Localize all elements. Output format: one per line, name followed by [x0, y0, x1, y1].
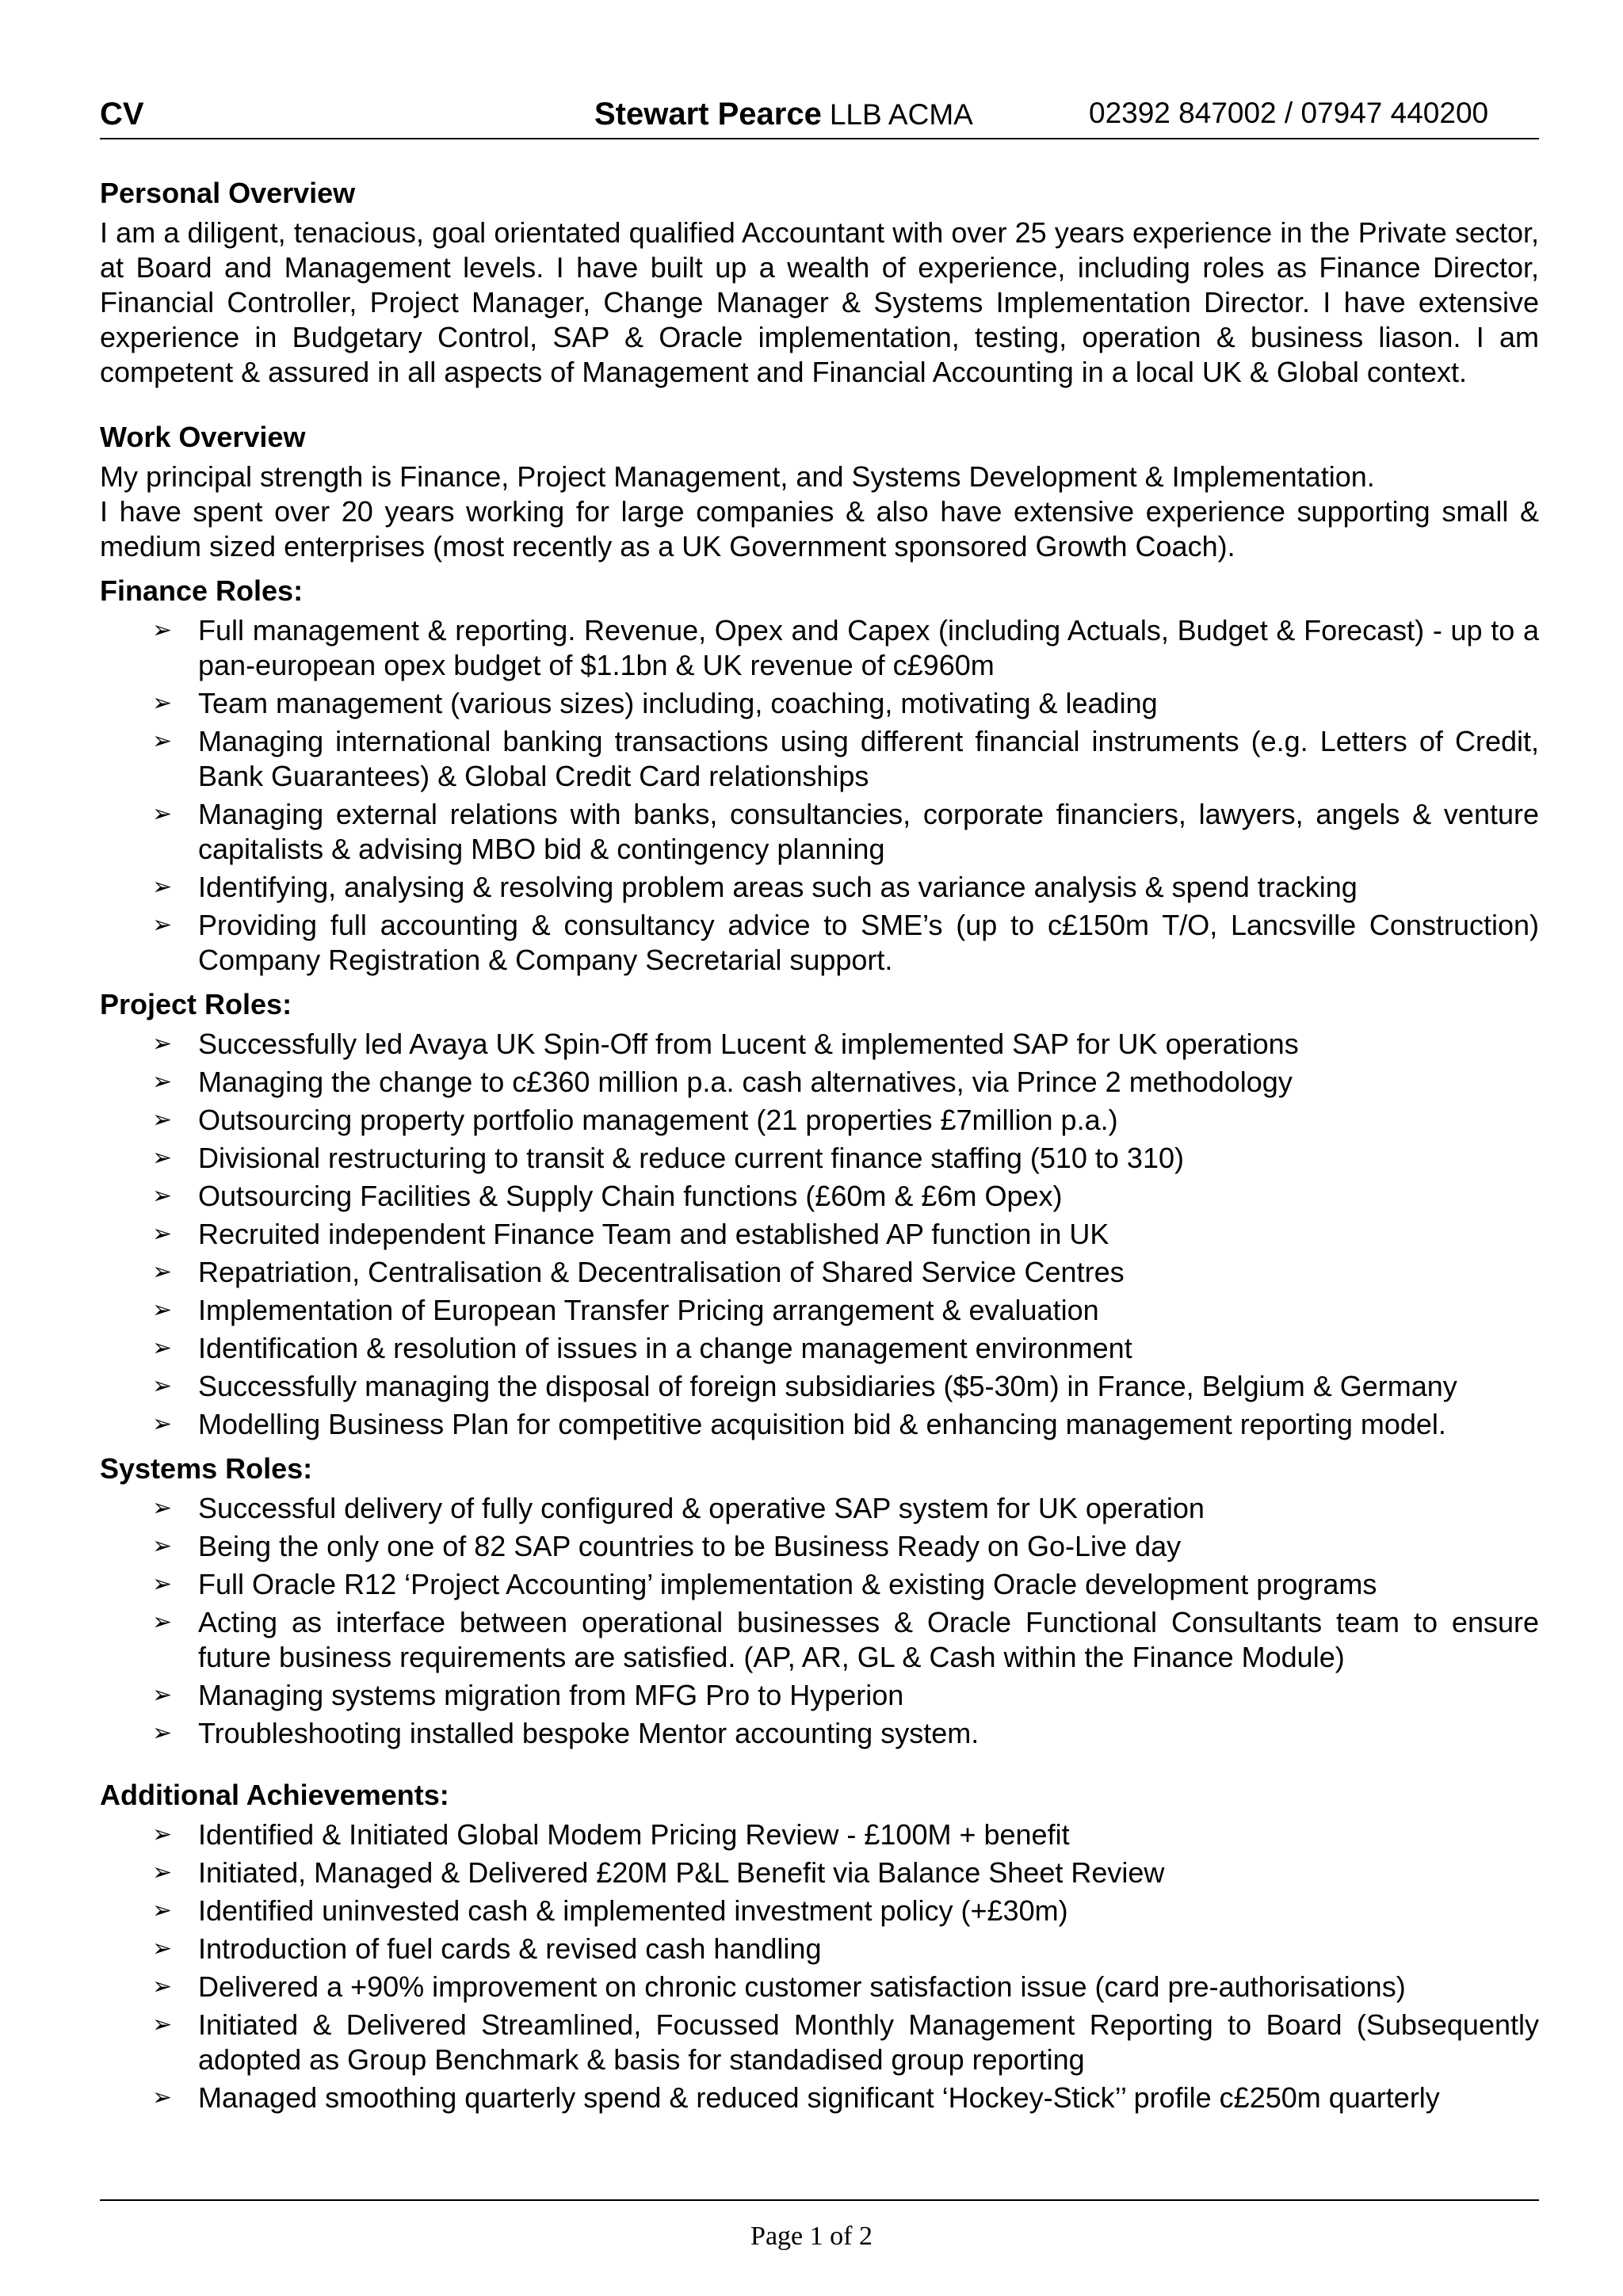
- name-text: Stewart Pearce: [594, 97, 822, 132]
- list-item: ➢ Managed smoothing quarterly spend & reduced significant ‘Hockey-Stick’’ profile c£250m quarterly: [152, 2081, 1440, 2114]
- arrow-bullet-icon: ➢: [152, 1821, 173, 1848]
- additional-achievements-title: Additional Achievements:: [100, 1779, 449, 1811]
- list-item: ➢ Initiated & Delivered Streamlined, Focussed Monthly Management Reporting to Board (Subsequently adopted as Group Benchmark & basis for standadised group reporting: [152, 2008, 1539, 2076]
- arrow-bullet-icon: ➢: [152, 728, 173, 754]
- list-item: ➢ Successfully managing the disposal of foreign subsidiaries ($5-30m) in France, Belgium & Germany: [152, 1370, 1457, 1402]
- arrow-bullet-icon: ➢: [152, 1974, 173, 2000]
- arrow-bullet-icon: ➢: [152, 1335, 173, 1361]
- list-item: ➢ Managing international banking transactions using different financial instruments (e.g. Letters of Credit, Bank Guarantees) & Global Credit Card relationships: [152, 725, 1539, 792]
- arrow-bullet-icon: ➢: [152, 1897, 173, 1924]
- list-item: ➢ Successful delivery of fully configured & operative SAP system for UK operation: [152, 1492, 1205, 1524]
- arrow-bullet-icon: ➢: [152, 617, 173, 643]
- arrow-bullet-icon: ➢: [152, 1221, 173, 1247]
- page-number: 1: [809, 2222, 823, 2251]
- arrow-bullet-icon: ➢: [152, 1297, 173, 1323]
- work-overview-text: [100, 460, 1539, 564]
- additional-achievements-list: [100, 1817, 1539, 2115]
- arrow-bullet-icon: ➢: [152, 1533, 173, 1559]
- list-item: ➢ Being the only one of 82 SAP countries to be Business Ready on Go-Live day: [152, 1530, 1182, 1562]
- list-item: ➢ Identified & Initiated Global Modem Pricing Review - £100M + benefit: [152, 1818, 1070, 1851]
- list-item: ➢ Full Oracle R12 ‘Project Accounting’ implementation & existing Oracle development programs: [152, 1568, 1377, 1600]
- of-label: of: [830, 2222, 853, 2251]
- list-item: ➢ Identified uninvested cash & implemented investment policy (+£30m): [152, 1894, 1068, 1927]
- list-item: ➢ Managing the change to c£360 million p.a. cash alternatives, via Prince 2 methodology: [152, 1066, 1293, 1098]
- candidate-name: [594, 97, 973, 132]
- arrow-bullet-icon: ➢: [152, 1720, 173, 1746]
- project-roles-title: Project Roles:: [100, 988, 292, 1020]
- list-item: ➢ Providing full accounting & consultancy advice to SME’s (up to c£150m T/O, Lancsville Construction) Company Registration & Company Secretarial support.: [152, 909, 1539, 976]
- personal-overview-title: Personal Overview: [100, 177, 356, 209]
- arrow-bullet-icon: ➢: [152, 1571, 173, 1597]
- arrow-bullet-icon: ➢: [152, 874, 173, 900]
- arrow-bullet-icon: ➢: [152, 1609, 173, 1635]
- arrow-bullet-icon: ➢: [152, 801, 173, 827]
- list-item: ➢ Initiated, Managed & Delivered £20M P&L Benefit via Balance Sheet Review: [152, 1856, 1165, 1889]
- arrow-bullet-icon: ➢: [152, 690, 173, 716]
- page-label: Page: [750, 2222, 804, 2251]
- qualifications: LLB ACMA: [829, 98, 973, 131]
- cv-label: CV: [100, 97, 144, 132]
- arrow-bullet-icon: ➢: [152, 1495, 173, 1521]
- project-roles-list: [100, 1027, 1539, 1442]
- list-item: ➢ Identification & resolution of issues in a change management environment: [152, 1332, 1132, 1364]
- arrow-bullet-icon: ➢: [152, 1183, 173, 1209]
- arrow-bullet-icon: ➢: [152, 1259, 173, 1285]
- list-item: ➢ Implementation of European Transfer Pricing arrangement & evaluation: [152, 1294, 1099, 1326]
- phone-numbers: 02392 847002 / 07947 440200: [1089, 97, 1489, 129]
- arrow-bullet-icon: ➢: [152, 1411, 173, 1437]
- list-item: ➢ Delivered a +90% improvement on chronic customer satisfaction issue (card pre-authorisations): [152, 1970, 1406, 2003]
- arrow-bullet-icon: ➢: [152, 1373, 173, 1399]
- arrow-bullet-icon: ➢: [152, 2084, 173, 2111]
- arrow-bullet-icon: ➢: [152, 1936, 173, 1962]
- total-pages: 2: [858, 2222, 873, 2251]
- list-item: ➢ Introduction of fuel cards & revised cash handling: [152, 1932, 822, 1965]
- list-item: ➢ Managing external relations with banks, consultancies, corporate financiers, lawyers, angels & venture capitalists & advising MBO bid & contingency planning: [152, 798, 1539, 865]
- list-item: ➢ Successfully led Avaya UK Spin-Off from Lucent & implemented SAP for UK operations: [152, 1028, 1299, 1060]
- work-overview-title: Work Overview: [100, 421, 306, 453]
- arrow-bullet-icon: ➢: [152, 1859, 173, 1886]
- arrow-bullet-icon: ➢: [152, 1107, 173, 1133]
- list-item: ➢ Team management (various sizes) including, coaching, motivating & leading: [152, 687, 1158, 719]
- list-item: ➢ Identifying, analysing & resolving problem areas such as variance analysis & spend tracking: [152, 871, 1358, 903]
- arrow-bullet-icon: ➢: [152, 2012, 173, 2038]
- work-overview-line: I have spent over 20 years working for large companies & also have extensive experience supporting small & medium sized enterprises (most recently as a UK Government sponsored Growth Coach).: [100, 495, 1539, 563]
- work-overview-line: My principal strength is Finance, Project Management, and Systems Development & Implementation.: [100, 460, 1375, 493]
- arrow-bullet-icon: ➢: [152, 1031, 173, 1057]
- page-footer: [0, 2222, 1623, 2252]
- arrow-bullet-icon: ➢: [152, 912, 173, 938]
- footer-divider: [100, 2199, 1539, 2201]
- list-item: ➢ Divisional restructuring to transit & reduce current finance staffing (510 to 310): [152, 1142, 1184, 1174]
- list-item: ➢ Acting as interface between operational businesses & Oracle Functional Consultants team to ensure future business requirements are satisfied. (AP, AR, GL & Cash within the Finance Module): [152, 1606, 1539, 1673]
- arrow-bullet-icon: ➢: [152, 1145, 173, 1171]
- list-item: ➢ Repatriation, Centralisation & Decentralisation of Shared Service Centres: [152, 1256, 1125, 1288]
- document-header: [100, 89, 1539, 139]
- document-body: [100, 89, 1539, 2119]
- arrow-bullet-icon: ➢: [152, 1682, 173, 1708]
- list-item: ➢ Outsourcing property portfolio management (21 properties £7million p.a.): [152, 1104, 1118, 1136]
- systems-roles-title: Systems Roles:: [100, 1452, 313, 1485]
- list-item: ➢ Modelling Business Plan for competitive acquisition bid & enhancing management reporting model.: [152, 1408, 1446, 1440]
- list-item: ➢ Troubleshooting installed bespoke Mentor accounting system.: [152, 1717, 980, 1749]
- finance-roles-list: [100, 613, 1539, 978]
- list-item: ➢ Outsourcing Facilities & Supply Chain functions (£60m & £6m Opex): [152, 1180, 1063, 1212]
- finance-roles-title: Finance Roles:: [100, 574, 304, 607]
- list-item: ➢ Full management & reporting. Revenue, Opex and Capex (including Actuals, Budget & Forecast) - up to a pan-european opex budget of $1.1bn & UK revenue of c£960m: [152, 614, 1539, 681]
- list-item: ➢ Recruited independent Finance Team and established AP function in UK: [152, 1218, 1109, 1250]
- systems-roles-list: [100, 1491, 1539, 1751]
- list-item: ➢ Managing systems migration from MFG Pro to Hyperion: [152, 1679, 904, 1711]
- personal-overview-text: I am a diligent, tenacious, goal orientated qualified Accountant with over 25 years experience in the Private sector, at Board and Management levels. I have built up a wealth of experience, including roles as Finance Director, Financial Controller, Project Manager, Change Manager & Systems Implementation Director. I have extensive experience in Budgetary Control, SAP & Oracle implementation, testing, operation & business liason. I am competent & assured in all aspects of Management and Financial Accounting in a local UK & Global context.: [100, 216, 1539, 388]
- arrow-bullet-icon: ➢: [152, 1069, 173, 1095]
